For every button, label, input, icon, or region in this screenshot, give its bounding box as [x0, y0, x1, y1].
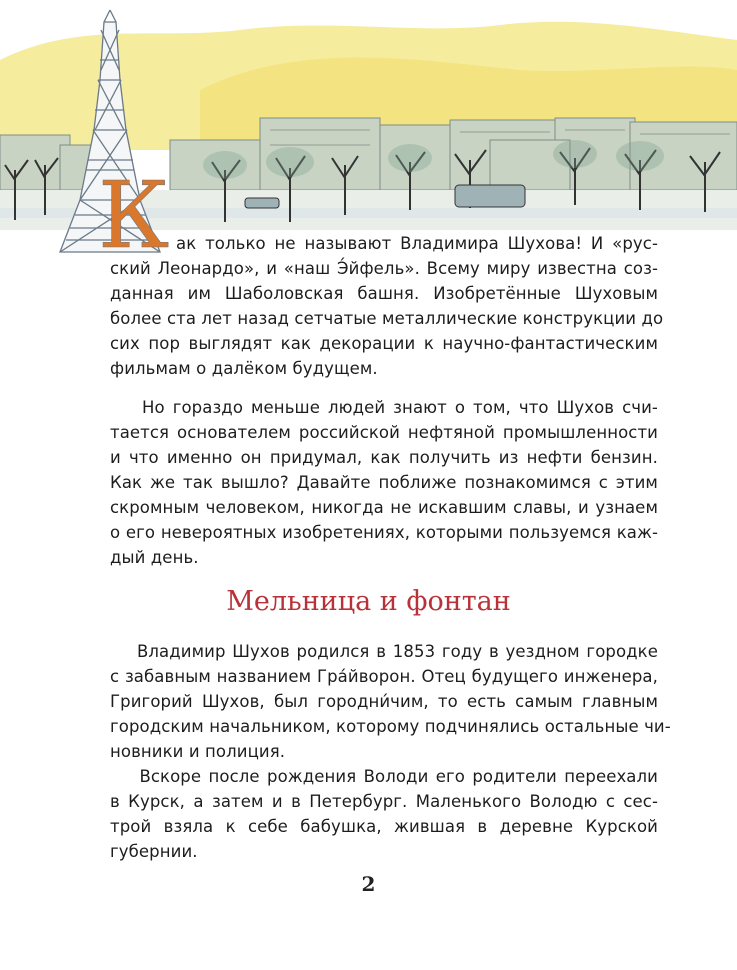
- paragraph-line: Григорий Шухов, был городни́чим, то есть самым главным: [110, 692, 658, 711]
- drop-cap: К: [98, 162, 170, 260]
- paragraph-line: и что именно он придумал, как получить из нефти бензин.: [110, 448, 658, 467]
- paragraph-line: с забавным названием Гра́йворон. Отец будущего инженера,: [110, 667, 658, 686]
- paragraph-line: городским начальником, которому подчинялись остальные чи-: [110, 717, 671, 736]
- paragraph-line: дый день.: [110, 548, 199, 567]
- paragraph-line: Как же так вышло? Давайте поближе познакомимся с этим: [110, 473, 658, 492]
- paragraph-line: более ста лет назад сетчатые металлические конструкции до: [110, 309, 664, 328]
- paragraph-line: новники и полиция.: [110, 742, 286, 761]
- paragraph-line: тается основателем российской нефтяной промышленности: [110, 423, 658, 442]
- paragraph-line: ский Леонардо», и «наш Э́йфель». Всему миру известна соз-: [110, 259, 658, 278]
- paragraph-line: Но гораздо меньше людей знают о том, что Шухов счи-: [110, 398, 658, 417]
- paragraph-line: сих пор выглядят как декорации к научно-фантастическим: [110, 334, 658, 353]
- paragraph-line: трой взяла к себе бабушка, жившая в деревне Курской: [110, 817, 658, 836]
- page-number: 2: [361, 872, 376, 896]
- paragraph-line: данная им Шаболовская башня. Изобретённые Шуховым: [110, 284, 658, 303]
- paragraph-line: в Курск, а затем и в Петербург. Маленького Володю с сес-: [110, 792, 658, 811]
- paragraph-line: Вскоре после рождения Володи его родители переехали: [110, 767, 658, 786]
- paragraph-line: о его невероятных изобретениях, которыми пользуемся каж-: [110, 523, 658, 542]
- paragraph-line: Владимир Шухов родился в 1853 году в уездном городке: [110, 642, 658, 661]
- paragraph-line: фильмам о далёком будущем.: [110, 359, 378, 378]
- paragraph-line: ак только не называют Владимира Шухова! И «рус-: [176, 234, 658, 253]
- paragraph-line: губернии.: [110, 842, 198, 861]
- header-illustration: [0, 0, 737, 260]
- section-heading: Мельница и фонтан: [226, 586, 511, 617]
- paragraph-line: скромным человеком, никогда не искавшим славы, и узнаем: [110, 498, 658, 517]
